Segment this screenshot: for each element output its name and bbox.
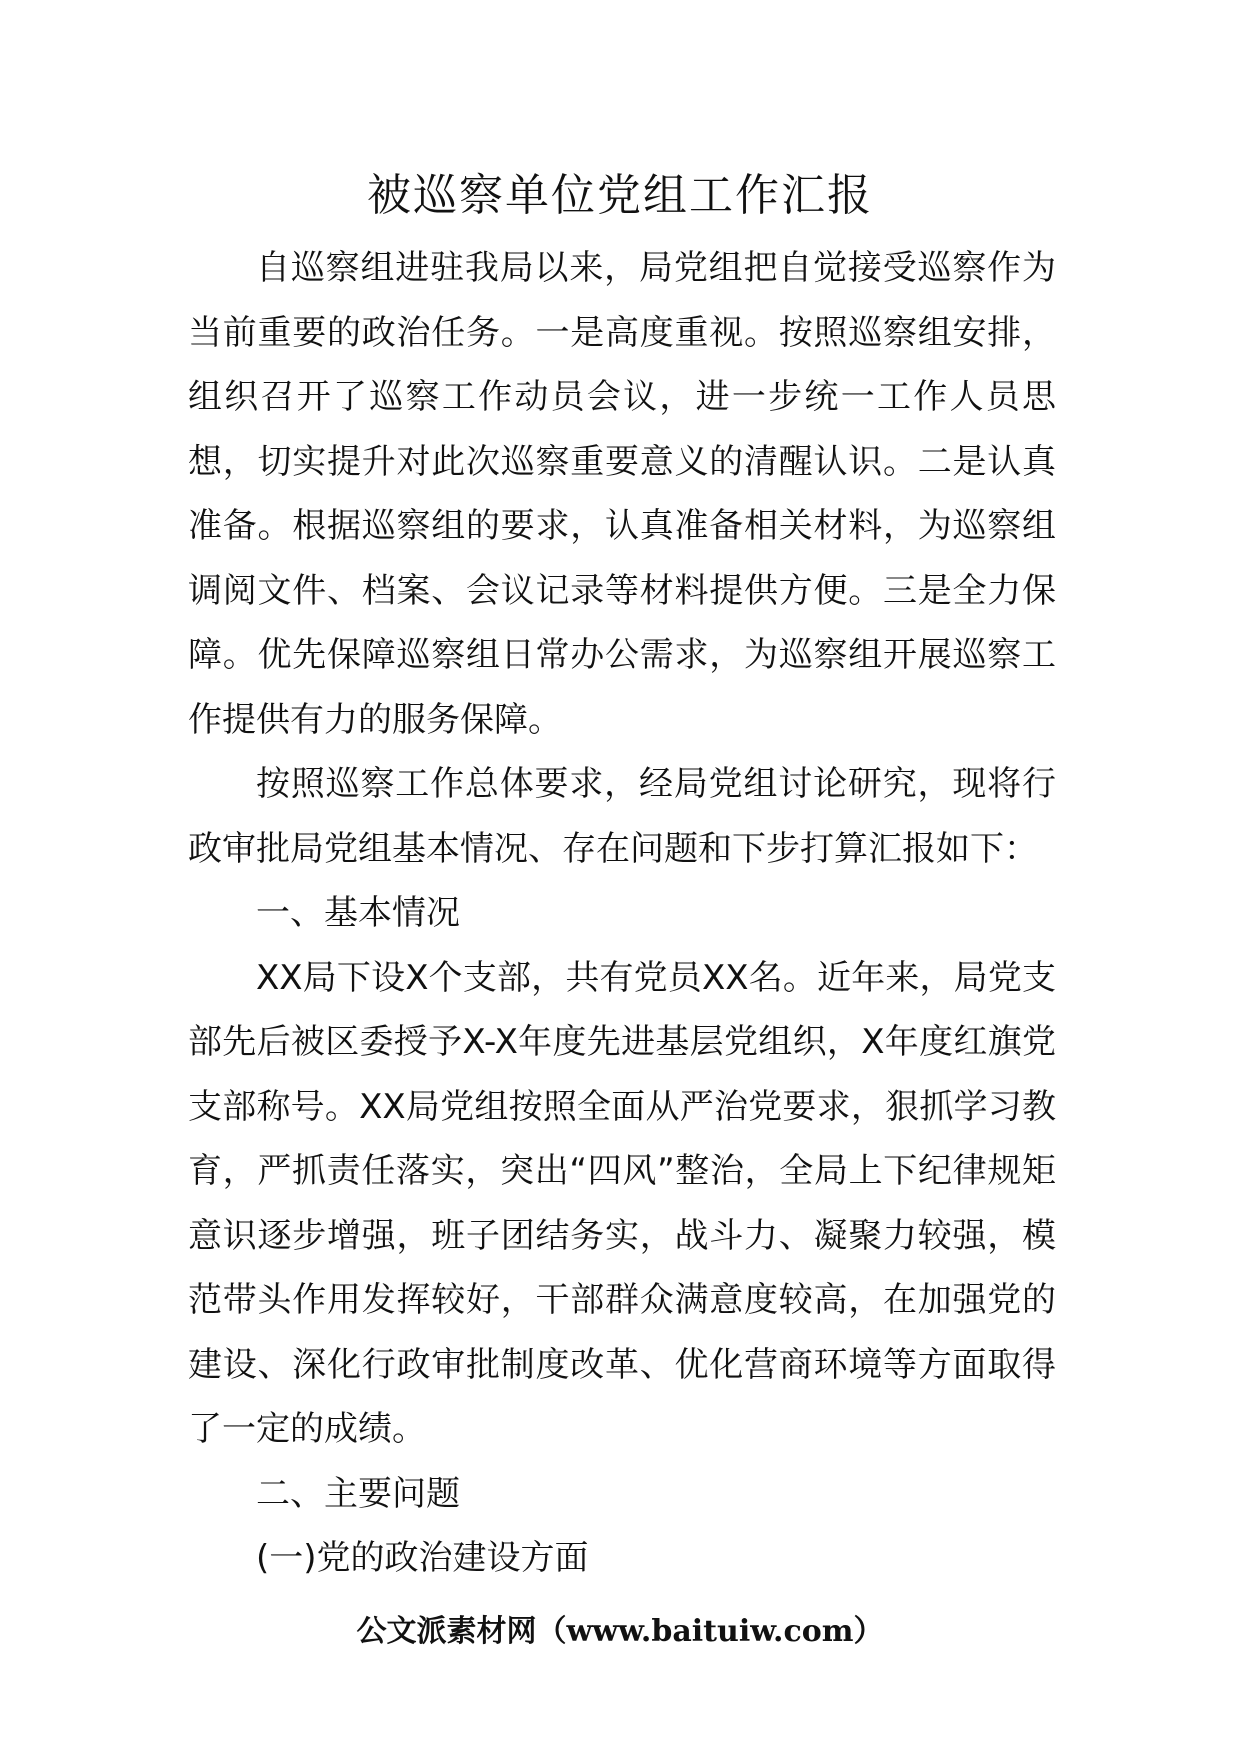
watermark-footer: 公文派素材网（www.baituiw.com）: [356, 1614, 884, 1649]
paragraph-basic-situation: XX局下设X个支部，共有党员XX名。近年来，局党支部先后被区委授予X-X年度先进基层党组织，X年度红旗党支部称号。XX局党组按照全面从严治党要求，狠抓学习教育，严抓责任落实，突出“四风”整治，全局上下纪律规矩意识逐步增强，班子团结务实，战斗力、凝聚力较强，模范带头作用发挥较好，干部群众满意度较高，在加强党的建设、深化行政审批制度改革、优化营商环境等方面取得了一定的成绩。: [188, 957, 1056, 1449]
section-heading-main-problems: 二、主要问题: [256, 1473, 460, 1514]
document-title: 被巡察单位党组工作汇报: [367, 170, 873, 221]
document-body: [188, 236, 1056, 1591]
subsection-heading-political-building: (一)党的政治建设方面: [256, 1538, 589, 1578]
paragraph-intro: 自巡察组进驻我局以来，局党组把自觉接受巡察作为当前重要的政治任务。一是高度重视。按照巡察组安排，组织召开了巡察工作动员会议，进一步统一工作人员思想，切实提升对此次巡察重要意义的清醒认识。二是认真准备。根据巡察组的要求，认真准备相关材料，为巡察组调阅文件、档案、会议记录等材料提供方便。三是全力保障。优先保障巡察组日常办公需求，为巡察组开展巡察工作提供有力的服务保障。: [188, 248, 1056, 740]
paragraph-report-purpose: 按照巡察工作总体要求，经局党组讨论研究，现将行政审批局党组基本情况、存在问题和下步打算汇报如下：: [188, 764, 1056, 869]
section-heading-basic-situation: 一、基本情况: [256, 893, 460, 933]
